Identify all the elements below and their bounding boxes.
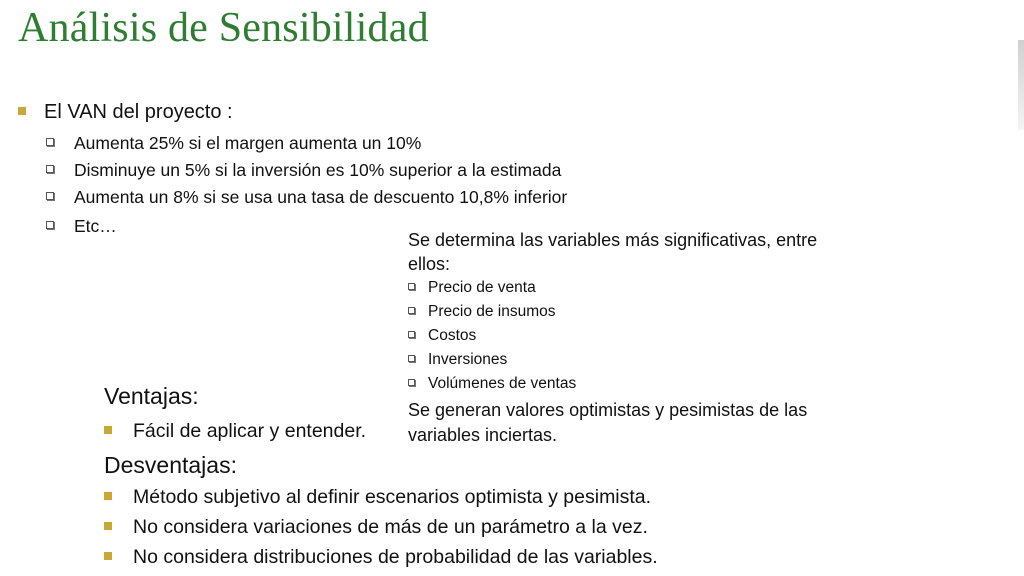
- main-bullet-text: El VAN del proyecto :: [44, 101, 233, 123]
- main-bullet: [18, 101, 233, 124]
- variable-item: [408, 375, 576, 393]
- variable-item-text: Inversiones: [428, 351, 508, 368]
- square-bullet-icon: [104, 492, 112, 500]
- ventaja-item: [104, 420, 366, 443]
- hollow-square-bullet-icon: [408, 379, 415, 386]
- side-intro-line2: ellos:: [408, 254, 451, 274]
- hollow-square-bullet-icon: [46, 165, 54, 173]
- hollow-square-bullet-icon: [408, 331, 415, 338]
- ventajas-heading: Ventajas:: [104, 383, 199, 409]
- variable-item: [408, 327, 476, 345]
- side-outro-line2: variables inciertas.: [408, 425, 558, 445]
- square-bullet-icon: [104, 522, 112, 530]
- hollow-square-bullet-icon: [408, 355, 415, 362]
- variable-item-text: Volúmenes de ventas: [428, 375, 577, 392]
- desventaja-item: [104, 516, 648, 539]
- variable-item: [408, 351, 507, 369]
- variable-item-text: Precio de insumos: [428, 303, 556, 320]
- hollow-square-bullet-icon: [46, 221, 54, 229]
- desventaja-item: [104, 486, 651, 509]
- main-subitem-text: Aumenta 25% si el margen aumenta un 10%: [74, 133, 422, 153]
- desventaja-item-text: Método subjetivo al definir escenarios optimista y pesimista.: [133, 486, 652, 508]
- variable-item-text: Costos: [428, 327, 477, 344]
- hollow-square-bullet-icon: [46, 138, 54, 146]
- side-outro-line1: Se generan valores optimistas y pesimistas de las: [408, 400, 808, 420]
- desventaja-item: [104, 546, 658, 569]
- variable-item-text: Precio de venta: [428, 279, 536, 296]
- main-subitem: [46, 160, 561, 181]
- square-bullet-icon: [104, 552, 112, 560]
- slide-title: Análisis de Sensibilidad: [18, 5, 429, 51]
- side-intro-line1: Se determina las variables más significativas, entre: [408, 230, 818, 250]
- hollow-square-bullet-icon: [408, 283, 415, 290]
- hollow-square-bullet-icon: [46, 192, 54, 200]
- square-bullet-icon: [18, 107, 26, 115]
- desventaja-item-text: No considera distribuciones de probabilidad de las variables.: [133, 546, 658, 568]
- main-subitem: [46, 187, 567, 208]
- variable-item: [408, 303, 556, 321]
- main-subitem: [46, 216, 117, 237]
- desventaja-item-text: No considera variaciones de más de un parámetro a la vez.: [133, 516, 648, 538]
- desventajas-heading: Desventajas:: [104, 452, 237, 478]
- main-subitem-text: Disminuye un 5% si la inversión es 10% superior a la estimada: [74, 160, 562, 180]
- main-subitem-text: Aumenta un 8% si se usa una tasa de descuento 10,8% inferior: [74, 187, 568, 207]
- slide-edge-shadow: [1018, 40, 1024, 130]
- main-subitem: [46, 133, 421, 154]
- square-bullet-icon: [104, 426, 112, 434]
- ventaja-item-text: Fácil de aplicar y entender.: [133, 420, 367, 442]
- hollow-square-bullet-icon: [408, 307, 415, 314]
- variable-item: [408, 279, 536, 297]
- main-subitem-text: Etc…: [74, 216, 117, 236]
